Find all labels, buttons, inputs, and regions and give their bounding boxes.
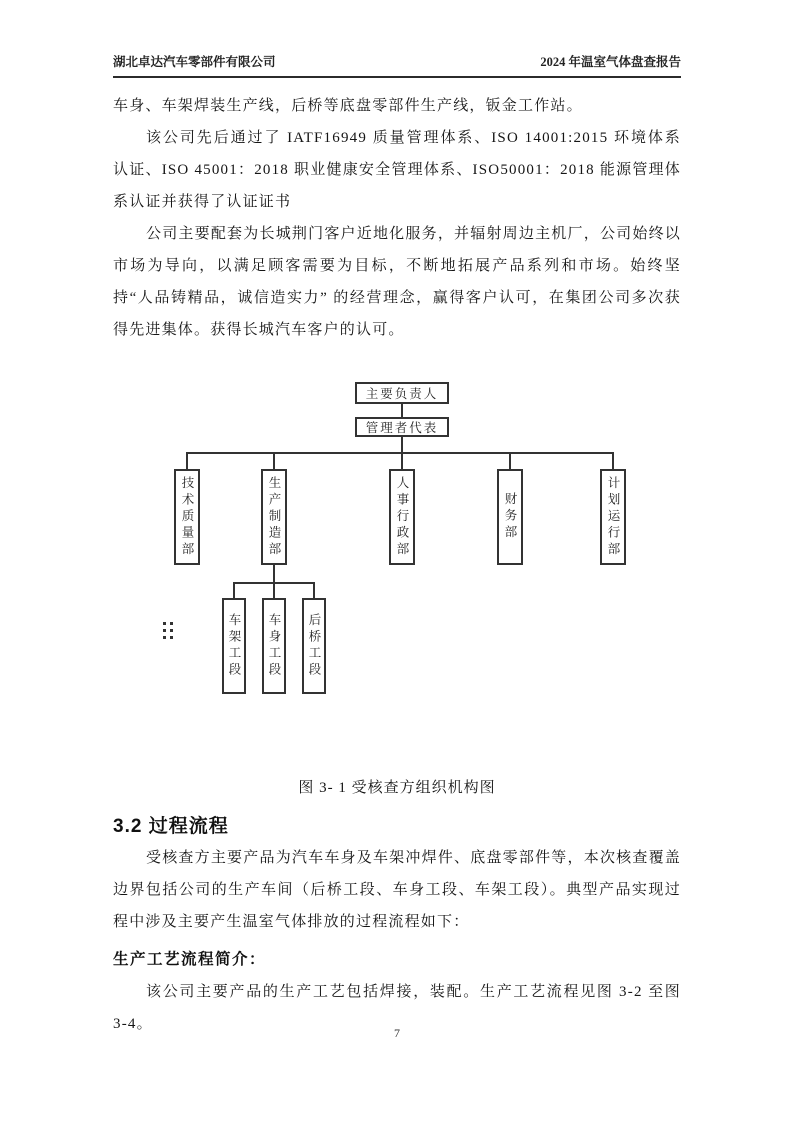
- organization-chart: [113, 360, 681, 694]
- org-box-dept-planning-operation: [600, 469, 626, 565]
- org-box-top-leader-label: 主要负责人: [365, 387, 439, 401]
- connector-line: [273, 565, 275, 583]
- org-box-section-body: [262, 598, 286, 694]
- paragraph-certifications: 该公司先后通过了 IATF16949 质量管理体系、ISO 14001:2015 环境体系认证、ISO 45001：2018 职业健康安全管理体系、ISO50001：2018 能源管理体系认证并获得了认证证书: [113, 130, 681, 210]
- connector-line: [186, 452, 614, 454]
- org-box-section-frame-label: 车架工段: [227, 613, 241, 679]
- org-box-dept-finance-label: 财务部: [503, 492, 517, 542]
- org-box-management-representative: [355, 417, 449, 437]
- org-box-dept-finance: [497, 469, 523, 565]
- org-box-dept-planning-operation-label: 计划运行部: [606, 475, 620, 559]
- org-box-section-body-label: 车身工段: [267, 613, 281, 679]
- subheading-production-process: 生产工艺流程简介：: [113, 951, 267, 968]
- header-report-title: 2024 年温室气体盘查报告: [540, 55, 681, 69]
- figure-caption: 图 3- 1 受核查方组织机构图: [298, 780, 496, 796]
- connector-line: [401, 404, 403, 417]
- connector-line: [313, 582, 315, 599]
- connector-line: [273, 582, 275, 599]
- paragraph-market: 公司主要配套为长城荆门客户近地化服务，并辐射周边主机厂，公司始终以市场为导向，以满足顾客需要为目标，不断地拓展产品系列和市场。始终坚持“人品铸精品，诚信造实力” 的经营理念，赢得客户认可，在集团公司多次获得先进集体。获得长城汽车客户的认可。: [113, 226, 681, 338]
- connector-line: [509, 452, 511, 469]
- page-content: [113, 90, 681, 1040]
- paragraph-process-flow: 受核查方主要产品为汽车车身及车架冲焊件、底盘零部件等，本次核查覆盖边界包括公司的生产车间（后桥工段、车身工段、车架工段）。典型产品实现过程中涉及主要产生温室气体排放的过程流程如下：: [113, 850, 681, 930]
- org-box-dept-production: [261, 469, 287, 565]
- paragraph-production-process: 该公司主要产品的生产工艺包括焊接，装配。生产工艺流程见图 3-2 至图 3-4。: [113, 984, 681, 1032]
- connector-line: [401, 452, 403, 469]
- page-number: 7: [394, 1026, 400, 1040]
- org-box-top-leader: [355, 382, 449, 404]
- paragraph-production-lines: 车身、车架焊装生产线，后桥等底盘零部件生产线，钣金工作站。: [113, 98, 583, 114]
- org-box-dept-tech-quality: [174, 469, 200, 565]
- org-box-dept-hr-admin-label: 人事行政部: [395, 475, 409, 559]
- org-box-dept-tech-quality-label: 技术质量部: [180, 475, 194, 559]
- connector-line: [186, 452, 188, 469]
- org-box-dept-hr-admin: [389, 469, 415, 565]
- page-header: [113, 52, 681, 78]
- org-box-section-rear-axle-label: 后桥工段: [307, 613, 321, 679]
- connector-line: [233, 582, 235, 599]
- org-box-dept-production-label: 生产制造部: [267, 475, 281, 559]
- org-box-management-representative-label: 管理者代表: [365, 421, 439, 435]
- object-anchor-dots-icon: [163, 622, 173, 639]
- section-heading-3-2: 3.2 过程流程: [113, 816, 229, 837]
- connector-line: [401, 437, 403, 452]
- header-company-name: 湖北卓达汽车零部件有限公司: [113, 55, 276, 69]
- connector-line: [273, 452, 275, 469]
- connector-line: [612, 452, 614, 469]
- org-box-section-rear-axle: [302, 598, 326, 694]
- org-box-section-frame: [222, 598, 246, 694]
